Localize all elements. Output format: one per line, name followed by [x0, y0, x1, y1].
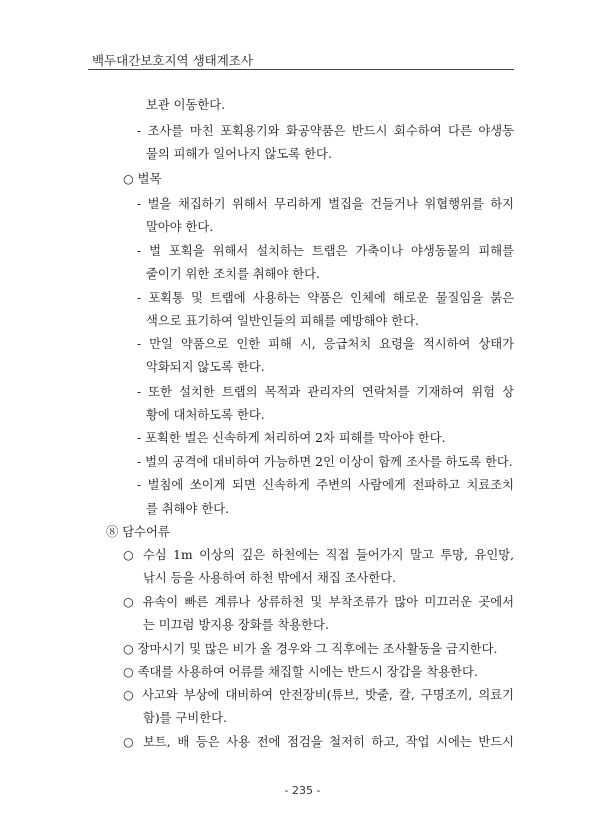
- text-line: - 포획통 및 트랩에 사용하는 약품은 인체에 해로운 물질임을 붉은: [137, 291, 514, 305]
- text-line: ○ 장마시기 및 많은 비가 올 경우와 그 직후에는 조사활동을 금지한다.: [123, 642, 498, 656]
- section-heading: ⑧ 담수어류: [106, 525, 170, 539]
- text-line: ○ 보트, 배 등은 사용 전에 점검을 철저히 하고, 작업 시에는 반드시: [123, 735, 514, 749]
- text-line: - 벌 포획을 위해서 설치하는 트랩은 가축이나 야생동물의 피해를: [137, 244, 514, 258]
- text-line: 물의 피해가 일어나지 않도록 한다.: [146, 147, 332, 161]
- section-heading: ○ 벌목: [123, 172, 162, 186]
- text-line: 줄이기 위한 조치를 취해야 한다.: [146, 267, 320, 281]
- text-line: ○ 족대를 사용하여 어류를 채집할 시에는 반드시 장갑을 착용한다.: [123, 665, 478, 679]
- text-line: - 만일 약품으로 인한 피해 시, 응급처치 요령을 적시하여 상태가: [137, 337, 514, 351]
- page-number: - 235 -: [284, 784, 321, 797]
- text-line: 낚시 등을 사용하여 하천 밖에서 채집 조사한다.: [143, 571, 397, 585]
- text-line: ○ 유속이 빠른 계류나 상류하천 및 부착조류가 많아 미끄러운 곳에서: [123, 595, 514, 609]
- text-line: - 또한 설치한 트랩의 목적과 관리자의 연락처를 기재하여 위험 상: [137, 385, 514, 399]
- text-line: 함)를 구비한다.: [143, 711, 227, 725]
- text-line: - 벌을 채집하기 위해서 무리하게 벌집을 건들거나 위협행위를 하지: [137, 197, 514, 211]
- running-header: 백두대간보호지역 생태계조사: [92, 53, 253, 68]
- text-line: 황에 대처하도록 한다.: [146, 408, 265, 422]
- text-line: 악화되지 않도록 한다.: [146, 360, 265, 374]
- text-line: ○ 수심 1m 이상의 깊은 하천에는 직접 들어가지 말고 투망, 유인망,: [123, 548, 514, 562]
- text-line: 색으로 표기하여 일반인들의 피해를 예방해야 한다.: [146, 314, 419, 328]
- text-line: 말아야 한다.: [146, 220, 214, 234]
- text-line: 는 미끄럼 방지용 장화를 착용한다.: [143, 618, 329, 632]
- text-line: - 포획한 벌은 신속하게 처리하여 2차 피해를 막아야 한다.: [137, 431, 446, 445]
- text-line: ○ 사고와 부상에 대비하여 안전장비(튜브, 밧줄, 칼, 구명조끼, 의료기: [123, 688, 514, 702]
- text-line: - 조사를 마친 포획용기와 화공약품은 반드시 회수하여 다른 야생동: [137, 124, 514, 138]
- text-line: 보관 이동한다.: [146, 98, 226, 112]
- header-divider: [88, 69, 514, 70]
- text-line: - 벌침에 쏘이게 되면 신속하게 주변의 사람에게 전파하고 치료조치: [137, 478, 514, 492]
- text-line: - 벌의 공격에 대비하여 가능하면 2인 이상이 함께 조사를 하도록 한다.: [137, 455, 513, 469]
- text-line: 를 취해야 한다.: [146, 502, 229, 516]
